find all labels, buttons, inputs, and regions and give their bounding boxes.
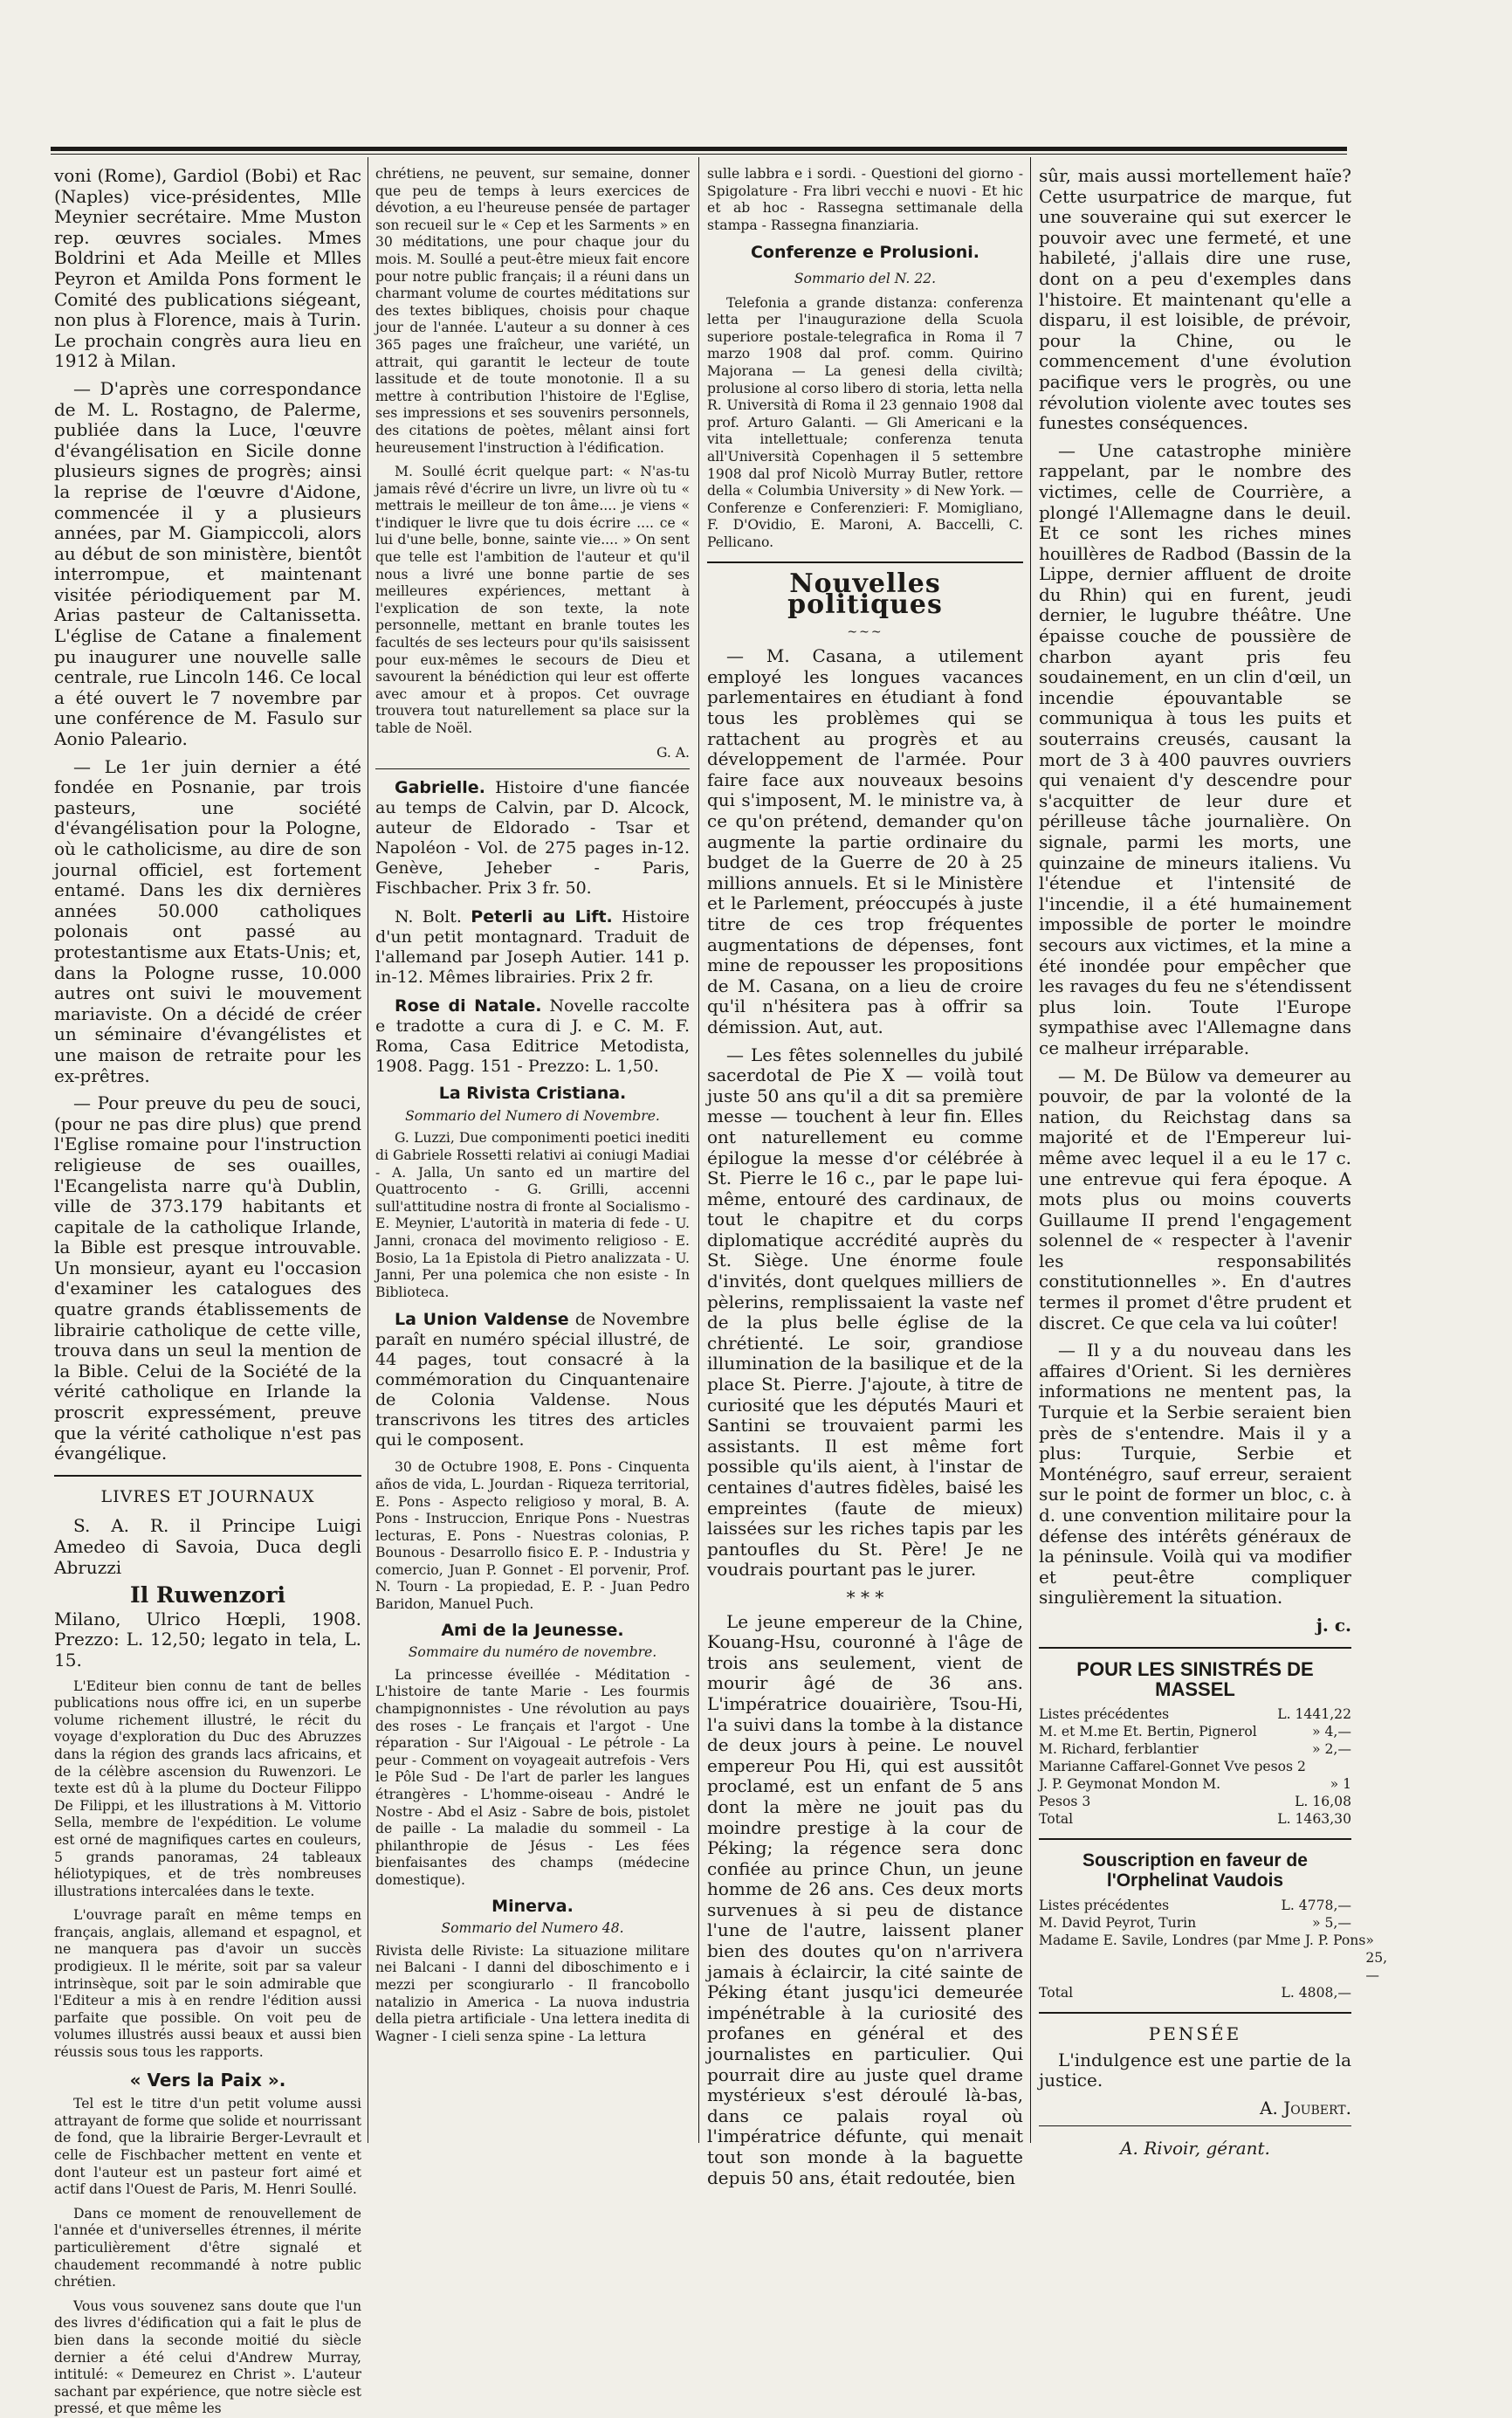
donation-amount: L. 1463,30 xyxy=(1277,1810,1351,1827)
asterism: * * * xyxy=(846,1586,884,1608)
header-rule xyxy=(51,147,1347,151)
donation-amount: » 4,— xyxy=(1312,1723,1351,1739)
gerant-line: A. Rivoir, gérant. xyxy=(1120,2138,1270,2160)
section-title: Souscription en faveur de l'Orphelinat Vaudois xyxy=(1082,1850,1308,1891)
donation-row xyxy=(1039,1914,1351,1932)
donation-row xyxy=(1039,1740,1351,1758)
paragraph: sûr, mais aussi mortellement haïe? Cette usurpatrice de marque, fut une souveraine qui sut exercer le pouvoir avec une fermeté, et une habileté, j'allais dire une ruse, dont on a peu d'exemples dans l'histoire. Et maintenant qu'elle a disparu, il est loisible, de prévoir, pour la Chine, ou le commencement d'une évolution pacifique vers le progrès, ou une révolution violente avec toutes ses funestes conséquences. xyxy=(1039,165,1351,434)
section-subtitle: Sommaire du numéro de novembre. xyxy=(408,1644,657,1661)
paragraph: Dans ce moment de renouvellement de l'année et d'universelles étrennes, il mérite particulièrement d'être signalé et chaudement recommandé à notre public chrétien. xyxy=(54,2205,361,2291)
donation-row xyxy=(1039,1723,1351,1740)
donation-amount: » 5,— xyxy=(1312,1914,1351,1931)
donor-name: M. Richard, ferblantier xyxy=(1039,1740,1199,1757)
paragraph: L'ouvrage paraît en même temps en français, anglais, allemand et espagnol, et ne manquera pas d'avoir un succès prodigieux. Il le mérite, soit par sa valeur intrinsèque, soit par le soin admirable que l'Editeur a mis à en rendre l'édition aussi parfaite que possible. On voit peu de volumes illustrés aussi beaux et aussi bien réussis sous tous les rapports. xyxy=(54,1907,361,2061)
paragraph: voni (Rome), Gardiol (Bobi) et Rac (Naples) vice-présidentes, Mlle Meynier secrétaire. Mme Muston rep. œuvres sociales. Mmes Boldrini et Ada Meille et Mlles Peyron et Amilda Pons forment le Comité des publications siégeant, non plus à Florence, mais à Turin. Le prochain congrès aura lieu en 1912 à Milan. xyxy=(54,165,361,372)
donation-amount: » 2,— xyxy=(1312,1740,1351,1757)
donation-row xyxy=(1039,1793,1351,1810)
donor-name: Listes précédentes xyxy=(1039,1897,1170,1913)
signature: G. A. xyxy=(656,744,690,761)
donor-name: Total xyxy=(1039,1984,1074,2001)
donation-row xyxy=(1039,1758,1351,1775)
paragraph: — Pour preuve du peu de souci, (pour ne pas dire plus) que prend l'Eglise romaine pour l'instruction religieuse de ses ouailles, l'Ecangelista narre qu'à Dublin, ville de 373.179 habitants et capitale de la catholique Irlande, la Bible est presque introuvable. Un monsieur, ayant eu l'occasion d'examiner les catalogues des quatre grands établissements de librairie catholique de cette ville, trouva dans un seul la mention de la Bible. Celui de la Société de la vérité catholique en Irlande la proscrit expressément, preuve que la vérité catholique n'est pas évangélique. xyxy=(54,1092,361,1464)
paragraph: Le jeune empereur de la Chine, Kouang-Hsu, couronné à l'âge de trois ans seulement, vient de mourir âgé de 36 ans. L'impératrice douairière, Tsou-Hi, l'a suivi dans la tombe à la distance de deux jours à peine. Le nouvel empereur Pou Hi, qui est aussitôt proclamé, est un enfant de 5 ans dont la mère ne jouit pas du moindre prestige à la cour de Péking; la régence sera donc confiée au prince Chun, un jeune homme de 26 ans. Ces deux morts survenues à si peu de distance l'une de l'autre, laissent planer bien des doutes qu'on n'arrivera jamais à éclaircir, la cité sainte de Péking étant jusqu'ici demeurée impénétrable à la curiosité des profanes en général et des journalistes en particulier. Qui pourrait dire au juste quel drame mystérieux s'est déroulé là-bas, dans ce palais royal où l'impératrice défunte, qui menait tout son monde à la baguette depuis 50 ans, était redoutée, bien xyxy=(707,1610,1023,2188)
donation-amount: L. 1441,22 xyxy=(1277,1705,1351,1722)
paragraph: Rivista delle Riviste: La situazione militare nei Balcani - I danni del diboschimento e i mezzi per scongiurarlo - Il francobollo natalizio in America - La nuova industria della pietra artificiale - Una lettera inedita di Wagner - I cieli senza spine - La lettura xyxy=(375,1942,690,2044)
column-rule xyxy=(698,157,699,2143)
paragraph: — Le 1er juin dernier a été fondée en Posnanie, par trois pasteurs, une société d'évangélisation pour la Pologne, où le catholicisme, au dire de son journal officiel, est fortement entamé. Dans les dix dernières années 50.000 catholiques polonais ont passé au protestantisme aux Etats-Unis; et, dans la Pologne russe, 10.000 autres ont suivi le mouvement mariaviste. On a décidé de créer un séminaire d'évangélistes et une maison de retraite pour les ex-prêtres. xyxy=(54,755,361,1086)
book-title: Peterli au Lift. xyxy=(471,907,613,927)
section-rule xyxy=(1039,2012,1351,2014)
section-rule xyxy=(1039,1647,1351,1649)
paragraph: G. Luzzi, Due componimenti poetici inediti di Gabriele Rossetti relativi ai coniugi Madiai - A. Jalla, Un santo ed un martire del Quattrocento - G. Grilli, accenni sull'attitudine nostra di fronte al Socialismo - E. Meynier, L'autorità in materia di fede - U. Janni, cronaca del movimento religioso - E. Bosio, La 1a Epistola di Pietro analizzata - U. Janni, Per una polemica che non esiste - In Biblioteca. xyxy=(375,1130,690,1300)
section-title: « Vers la Paix ». xyxy=(129,2069,286,2091)
ornament: ~~~ xyxy=(847,624,883,639)
donor-name: Madame E. Savile, Londres (par Mme J. P. Pons xyxy=(1039,1932,1366,1948)
section-subtitle: Sommario del N. 22. xyxy=(794,270,937,286)
section-title: La Union Valdense xyxy=(395,1310,569,1330)
paragraph: Vous vous souvenez sans doute que l'un des livres d'édification qui a fait le plus de bien dans la seconde moitié du siècle dernier a été celui d'Andrew Murray, intitulé: « Demeurez en Christ ». L'auteur sachant par expérience, que notre siècle est pressé, et que même les xyxy=(54,2297,361,2417)
donation-row xyxy=(1039,1984,1351,2001)
book-author: S. A. R. il Principe Luigi Amedeo di Savoia, Duca degli Abruzzi xyxy=(54,1515,361,1578)
donation-row xyxy=(1039,1932,1388,1984)
book-title: Rose di Natale. xyxy=(395,996,542,1016)
donation-row xyxy=(1039,1775,1351,1793)
section-subtitle: Sommario del Numero di Novembre. xyxy=(405,1107,660,1124)
section-title: POUR LES SINISTRÉS DE MASSEL xyxy=(1076,1657,1314,1701)
donor-name: J. P. Geymonat Mondon M. xyxy=(1039,1775,1221,1792)
donation-amount: » 25,— xyxy=(1365,1932,1388,1983)
paragraph: — Les fêtes solennelles du jubilé sacerdotal de Pie X — voilà tout juste 50 ans qu'il a dit sa première messe — touchent à leur fin. Elles ont naturellement eu comme épilogue la messe d'or célébrée à St. Pierre le 16 c., par le pape lui-même, entouré des cardinaux, de tout le chapitre et du corps diplomatique accrédité auprès du St. Siège. Une énorme foule d'invités, dont quelques milliers de pèlerins, remplissaient la vaste nef de la plus belle église de la chrétienté. Le soir, grandiose illumination de la basilique et de la place St. Pierre. J'ajoute, à titre de curiosité que les députés Mauri et Santini se trouvaient parmi les assistants. Il est même fort possible qu'ils aient, à l'instar de centaines d'autres fidèles, baisé les empreintes (faute de mieux) laissées sur les riches tapis par les pantoufles du St. Père! Je ne voudrais pourtant pas le jurer. xyxy=(707,1044,1023,1581)
section-title: Minerva. xyxy=(491,1896,574,1916)
section-rule xyxy=(54,1475,361,1477)
section-title: La Rivista Cristiana. xyxy=(438,1084,627,1104)
section-title: Conferenze e Prolusioni. xyxy=(750,243,980,263)
column-4 xyxy=(1039,165,1388,2160)
donor-name: Total xyxy=(1039,1810,1074,1827)
column-2 xyxy=(375,166,690,2143)
book-desc: Histoire d'un petit montagnard. Traduit de l'allemand par Joseph Autier. 141 p. in-12. Mêmes librairies. Prix 2 fr. xyxy=(375,907,690,988)
donor-name: M. David Peyrot, Turin xyxy=(1039,1914,1197,1931)
donor-name: M. et M.me Et. Bertin, Pignerol xyxy=(1039,1723,1257,1739)
donation-amount: L. 16,08 xyxy=(1295,1793,1351,1809)
header-rule-thin xyxy=(51,154,1347,155)
section-title: Nouvelles politiques xyxy=(787,568,943,621)
book-desc: Histoire d'une fiancée au temps de Calvin, par D. Alcock, auteur de Eldorado - Tsar et Napoléon - Vol. de 275 pages in-12. Genève, Jeheber - Paris, Fischbacher. Prix 3 fr. 50. xyxy=(375,778,690,899)
donation-list xyxy=(1039,1897,1388,2001)
section-rule xyxy=(1039,1838,1351,1840)
donor-name: Listes précédentes xyxy=(1039,1705,1170,1722)
paragraph: — D'après une correspondance de M. L. Rostagno, de Palerme, publiée dans la Luce, l'œuvre d'évangélisation en Sicile donne plusieurs signes de progrès; ainsi la reprise de l'œuvre d'Aidone, commencée il y a plusieurs années, par M. Giampiccoli, alors au début de son ministère, bientôt interrompue, et maintenant visitée périodiquement par M. Arias pasteur de Caltanissetta. L'église de Catane a finalement pu inaugurer une nouvelle salle centrale, rue Lincoln 146. Ce local a été ouvert le 7 novembre par une conférence de M. Fasulo sur Aonio Paleario. xyxy=(54,377,361,750)
book-title: Gabrielle. xyxy=(395,778,485,798)
paragraph: de Novembre paraît en numéro spécial illustré, de 44 pages, tout consacré à la commémoration du Cinquantenaire de Colonia Valdense. Nous transcrivons les titres des articles qui le composent. xyxy=(375,1310,690,1450)
paragraph: chrétiens, ne peuvent, sur semaine, donner que peu de temps à leurs exercices de dévotion, a eu l'heureuse pensée de partager son recueil sur le « Cep et les Sarments » en 30 méditations, une pour chaque jour du mois. M. Soullé a peut-être mieux fait encore pour notre public français; il a réuni dans un charmant volume de courtes méditations sur des textes bibliques, choisis pour chaque jour de l'année. L'auteur a su donner à ces 365 pages une fraîcheur, une variété, un attrait, qui garantit le lecteur de toute lassitude et de toute monotonie. Il a su mettre à contribution l'histoire de l'Eglise, ses impressions et ses souvenirs personnels, des citations de poètes, mêlant ainsi fort heureusement l'instruction à l'édification. xyxy=(375,166,690,456)
paragraph: L'Editeur bien connu de tant de belles publications nous offre ici, en un superbe volume richement illustré, le récit du voyage d'exploration du Duc des Abruzzes dans la région des grands lacs africains, et de la célèbre ascension du Ruwenzori. Le texte est dû à la plume du Docteur Filippo De Filippi, et les illustrations à M. Vittorio Sella, membre de l'expédition. Le volume est orné de magnifiques cartes en couleurs, 5 grands panoramas, 24 tableaux héliotypiques, et de très nombreuses illustrations intercalées dans le texte. xyxy=(54,1677,361,1899)
donation-row xyxy=(1039,1705,1351,1723)
divider xyxy=(1039,2125,1351,2126)
section-subtitle: Sommario del Numero 48. xyxy=(441,1920,624,1937)
column-3 xyxy=(707,166,1023,2188)
signature: j. c. xyxy=(1316,1614,1351,1636)
paragraph: La princesse éveillée - Méditation - L'histoire de tante Marie - Les fourmis champignonnistes - Une révolution au pays des roses - Le français et l'argot - Une réparation - Sur l'Aigoual - Le pétrole - La peur - Comment on voyageait autrefois - Vers le Pôle Sud - De l'art de parler les langues étrangères - L'homme-oiseau - André le Nostre - Abd el Asiz - Sabre de bois, pistolet de paille - La maladie du sommeil - La philanthropie de Jésus - Les fées bienfaisantes des champs (médecine domestique). xyxy=(375,1666,690,1888)
book-desc: Novelle raccolte e tradotte a cura di J. e C. M. F. Roma, Casa Editrice Metodista, 1908. Pagg. 151 - Prezzo: L. 1,50. xyxy=(375,996,691,1077)
section-title: Ami de la Jeunesse. xyxy=(441,1620,624,1640)
quote-author: A. Joubert. xyxy=(1260,2097,1351,2118)
paragraph: — Une catastrophe minière rappelant, par le nombre des victimes, celle de Courrière, a plongé l'Allemagne dans le deuil. Et ce sont les riches mines houillères de Radbod (Bassin de la Lippe, dernier affluent de droite du Rhin) qui en furent, jeudi dernier, le lugubre théâtre. Une épaisse couche de poussière de charbon ayant pris feu soudainement, en un clin d'œil, un incendie épouvantable se communiqua à tous les puits et souterrains creusés, causant la mort de 3 à 400 pauvres ouvriers qui venaient d'y descendre pour s'acquitter de leur dure et périlleuse tâche journalière. On signale, parmi les morts, une quinzaine de mineurs italiens. Vu l'étendue et l'intensité de l'incendie, il a été humainement impossible de porter le moindre secours aux victimes, et la mine a été inondée pour empêcher que les ravages du feu ne s'étendissent plus loin. Toute l'Europe sympathise avec l'Allemagne dans ce malheur irréparable. xyxy=(1039,439,1351,1058)
donation-amount: L. 4778,— xyxy=(1281,1897,1351,1913)
paragraph: Tel est le titre d'un petit volume aussi attrayant de forme que solide et nourrissant de fond, que la librairie Berger-Levrault et celle de Fischbacher mettent en vente et dont l'auteur est un pasteur fort aimé et actif dans l'Ouest de Paris, M. Henri Soullé. xyxy=(54,2096,361,2198)
paragraph: — M. Casana, a utilement employé les longues vacances parlementaires en étudiant à fond tous les problèmes qui se rattachent au progrès et au développement de l'armée. Pour faire face aux nouveaux besoins qui s'imposent, M. le ministre va, à ce qu'on prétend, demander qu'on augmente la partie ordinaire du budget de la Guerre de 20 à 25 millions annuels. Et si le Ministère et le Parlement, préoccupés à juste titre de ces trop fréquentes augmentations de dépenses, font mine de repousser les propositions de M. Casana, on a lieu de croire qu'il n'hésitera pas à offrir sa démission. Aut, aut. xyxy=(707,645,1023,1037)
paragraph: Telefonia a grande distanza: conferenza letta per l'inaugurazione della Scuola superiore postale-telegrafica in Roma il 7 marzo 1908 dal prof. comm. Quirino Majorana — La genesi della civiltà; prolusione al corso libero di storia, letta nella R. Università di Roma il 23 gennaio 1908 dal prof. Arturo Galanti. — Gli Americani e la vita intellettuale; conferenza tenuta all'Università Copenhagen il 5 settembre 1908 dal prof Nicolò Murray Butler, rettore della « Columbia University » di New York. — Conferenze e Conferenzieri: F. Momigliano, F. D'Ovidio, E. Maroni, A. Baccelli, C. Pellicano. xyxy=(707,294,1023,550)
quote: L'indulgence est une partie de la justice. xyxy=(1039,2049,1351,2091)
paragraph: — M. De Bülow va demeurer au pouvoir, de par la volonté de la nation, du Reichstag dans sa majorité et de l'Empereur lui-même avec lequel il a eu le 17 c. une entrevue qui fera époque. A mots plus ou moins couverts Guillaume II prend l'engagement solennel de « respecter à l'avenir les responsabilités constitutionnelles ». En d'autres termes il promet d'être prudent et discret. Ce que cela va lui coûter! xyxy=(1039,1064,1351,1333)
paragraph: 30 de Octubre 1908, E. Pons - Cinquenta años de vida, L. Jourdan - Riqueza territorial, E. Pons - Aspecto religioso y moral, B. A. Pons - Instruccion, Enrique Pons - Nuestras lecturas, E. Pons - Nuestras colonias, P. Bounous - Desarrollo fisico E. P. - Industria y comercio, Juan P. Gonnet - El porvenir, Prof. N. Tourn - La propiedad, E. P. - Juan Pedro Baridon, Manuel Puch. xyxy=(375,1459,690,1613)
paragraph: sulle labbra e i sordi. - Questioni del giorno - Spigolature - Fra libri vecchi e nuovi - Et hic et ab hoc - Rassegna settimanale della stampa - Rassegna finanziaria. xyxy=(707,166,1023,233)
donation-amount: L. 4808,— xyxy=(1281,1984,1351,2001)
book-author: N. Bolt. xyxy=(395,907,471,927)
column-1 xyxy=(54,165,361,2417)
donation-row xyxy=(1039,1897,1351,1914)
column-rule xyxy=(1030,157,1031,2143)
book-publisher: Milano, Ulrico Hœpli, 1908. Prezzo: L. 12,50; legato in tela, L. 15. xyxy=(54,1608,361,1671)
donation-list xyxy=(1039,1705,1351,1828)
section-title: LIVRES ET JOURNAUX xyxy=(100,1486,315,1506)
book-title: Il Ruwenzori xyxy=(130,1582,285,1609)
donation-row xyxy=(1039,1810,1351,1828)
donor-name: Pesos 3 xyxy=(1039,1793,1091,1809)
donor-name: Marianne Caffarel-Gonnet Vve pesos 2 xyxy=(1039,1758,1306,1774)
section-rule xyxy=(707,561,1023,563)
section-title: PENSÉE xyxy=(1148,2022,1242,2044)
divider xyxy=(375,768,690,769)
donation-amount: » 1 xyxy=(1330,1775,1351,1792)
paragraph: M. Soullé écrit quelque part: « N'as-tu jamais rêvé d'écrire un livre, un livre où tu « mettrais le meilleur de ton âme.... je viens « t'indiquer le livre que tu dois écrire .... ce « lui d'une belle, bonne, sainte vie.... » On sent que telle est l'ambition de l'auteur et qu'il nous a livré une bonne partie de ses meilleures expériences, mettant à l'explication de son texte, la note personnelle, mettant en branle toutes les facultés de ses lecteurs pour qu'ils saisissent pour eux-mêmes le secours de Dieu et savourent la bénédiction qui leur est offerte avec amour et à propos. Cet ouvrage trouvera tout naturellement sa place sur la table de Noël. xyxy=(375,464,690,736)
paragraph: — Il y a du nouveau dans les affaires d'Orient. Si les dernières informations ne mentent pas, la Turquie et la Serbie seraient bien près de s'entendre. Mais il y a plus: Turquie, Serbie et Monténégro, sauf erreur, seraient sur le point de former un bloc, c. à d. une convention militaire pour la défense des intérêts généraux de la péninsule. Voilà qui va modifier et peut-être compliquer singulièrement la situation. xyxy=(1039,1340,1351,1609)
